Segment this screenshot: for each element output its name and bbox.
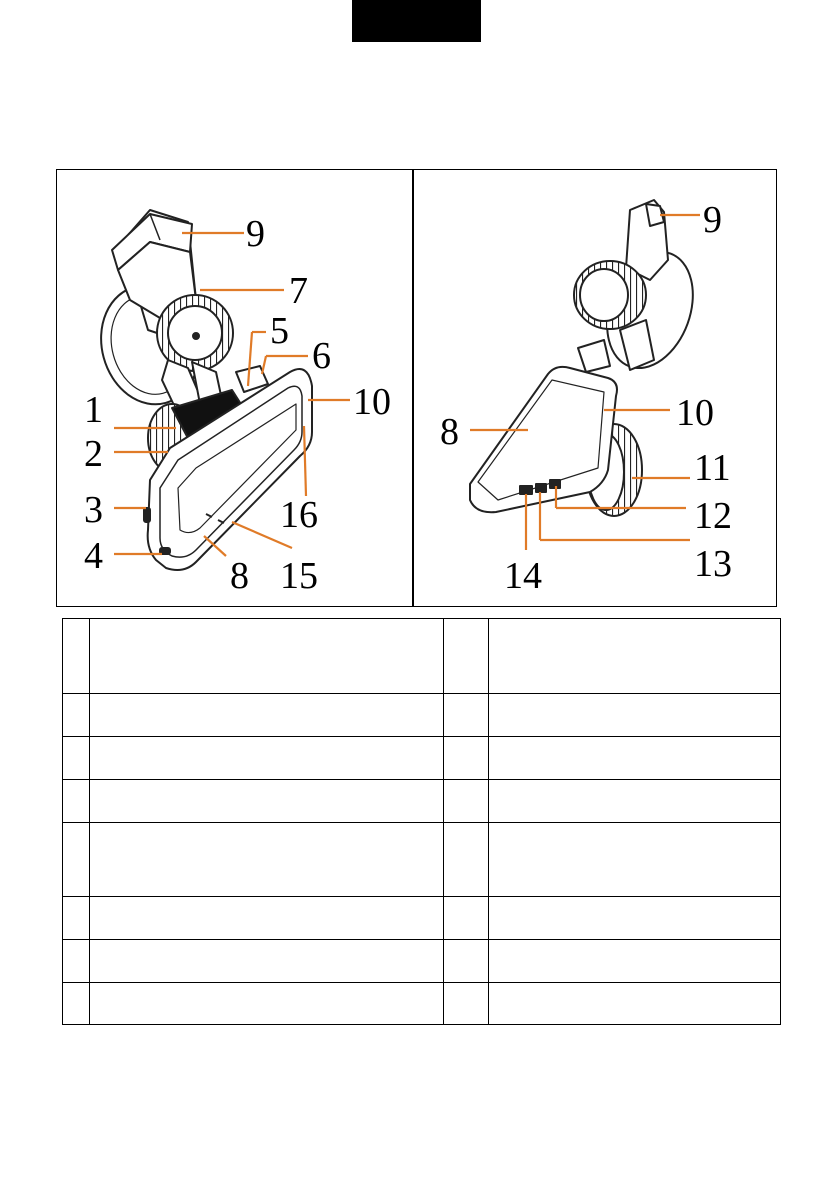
callout-12: 12 xyxy=(694,495,732,537)
right-description-cell xyxy=(489,897,781,940)
callout-13: 13 xyxy=(694,543,732,585)
left-description-cell xyxy=(90,897,444,940)
left-description-cell xyxy=(90,940,444,983)
right-description-cell xyxy=(489,940,781,983)
right-description-cell xyxy=(489,737,781,780)
parts-table xyxy=(62,618,781,1025)
left-description-cell xyxy=(90,823,444,897)
callout-10-left: 10 xyxy=(353,381,391,423)
right-number-cell xyxy=(444,983,489,1025)
table-row xyxy=(63,737,781,780)
right-description-cell xyxy=(489,780,781,823)
table-row xyxy=(63,897,781,940)
left-camera-drawing xyxy=(88,210,312,570)
callout-8-right: 8 xyxy=(440,411,459,453)
right-number-cell xyxy=(444,619,489,694)
left-number-cell xyxy=(63,694,90,737)
left-number-cell xyxy=(63,780,90,823)
left-number-cell xyxy=(63,983,90,1025)
callout-7: 7 xyxy=(289,270,308,312)
callout-15: 15 xyxy=(280,555,318,597)
right-number-cell xyxy=(444,823,489,897)
right-description-cell xyxy=(489,694,781,737)
callout-8-left: 8 xyxy=(230,555,249,597)
table-row xyxy=(63,823,781,897)
right-description-cell xyxy=(489,983,781,1025)
callout-5: 5 xyxy=(270,310,289,352)
callout-16: 16 xyxy=(280,494,318,536)
leader-6 xyxy=(262,356,266,374)
left-number-cell xyxy=(63,737,90,780)
right-camera-drawing xyxy=(470,200,708,516)
left-description-cell xyxy=(90,737,444,780)
left-number-cell xyxy=(63,823,90,897)
right-number-cell xyxy=(444,780,489,823)
table-row xyxy=(63,940,781,983)
table-row xyxy=(63,780,781,823)
callout-2: 2 xyxy=(84,433,103,475)
callout-6: 6 xyxy=(312,335,331,377)
callout-9-left: 9 xyxy=(246,213,265,255)
callout-1: 1 xyxy=(84,389,103,431)
left-number-cell xyxy=(63,619,90,694)
table-row xyxy=(63,983,781,1025)
callout-3: 3 xyxy=(84,489,103,531)
table-row xyxy=(63,619,781,694)
callout-10-right: 10 xyxy=(676,392,714,434)
callout-4: 4 xyxy=(84,535,103,577)
right-description-cell xyxy=(489,619,781,694)
callout-14: 14 xyxy=(504,555,542,597)
left-description-cell xyxy=(90,619,444,694)
right-number-cell xyxy=(444,897,489,940)
left-description-cell xyxy=(90,983,444,1025)
left-number-cell xyxy=(63,940,90,983)
callout-9-right: 9 xyxy=(703,199,722,241)
right-description-cell xyxy=(489,823,781,897)
callout-11: 11 xyxy=(694,447,731,489)
left-number-cell xyxy=(63,897,90,940)
right-number-cell xyxy=(444,737,489,780)
right-number-cell xyxy=(444,694,489,737)
left-description-cell xyxy=(90,694,444,737)
left-description-cell xyxy=(90,780,444,823)
right-number-cell xyxy=(444,940,489,983)
table-row xyxy=(63,694,781,737)
